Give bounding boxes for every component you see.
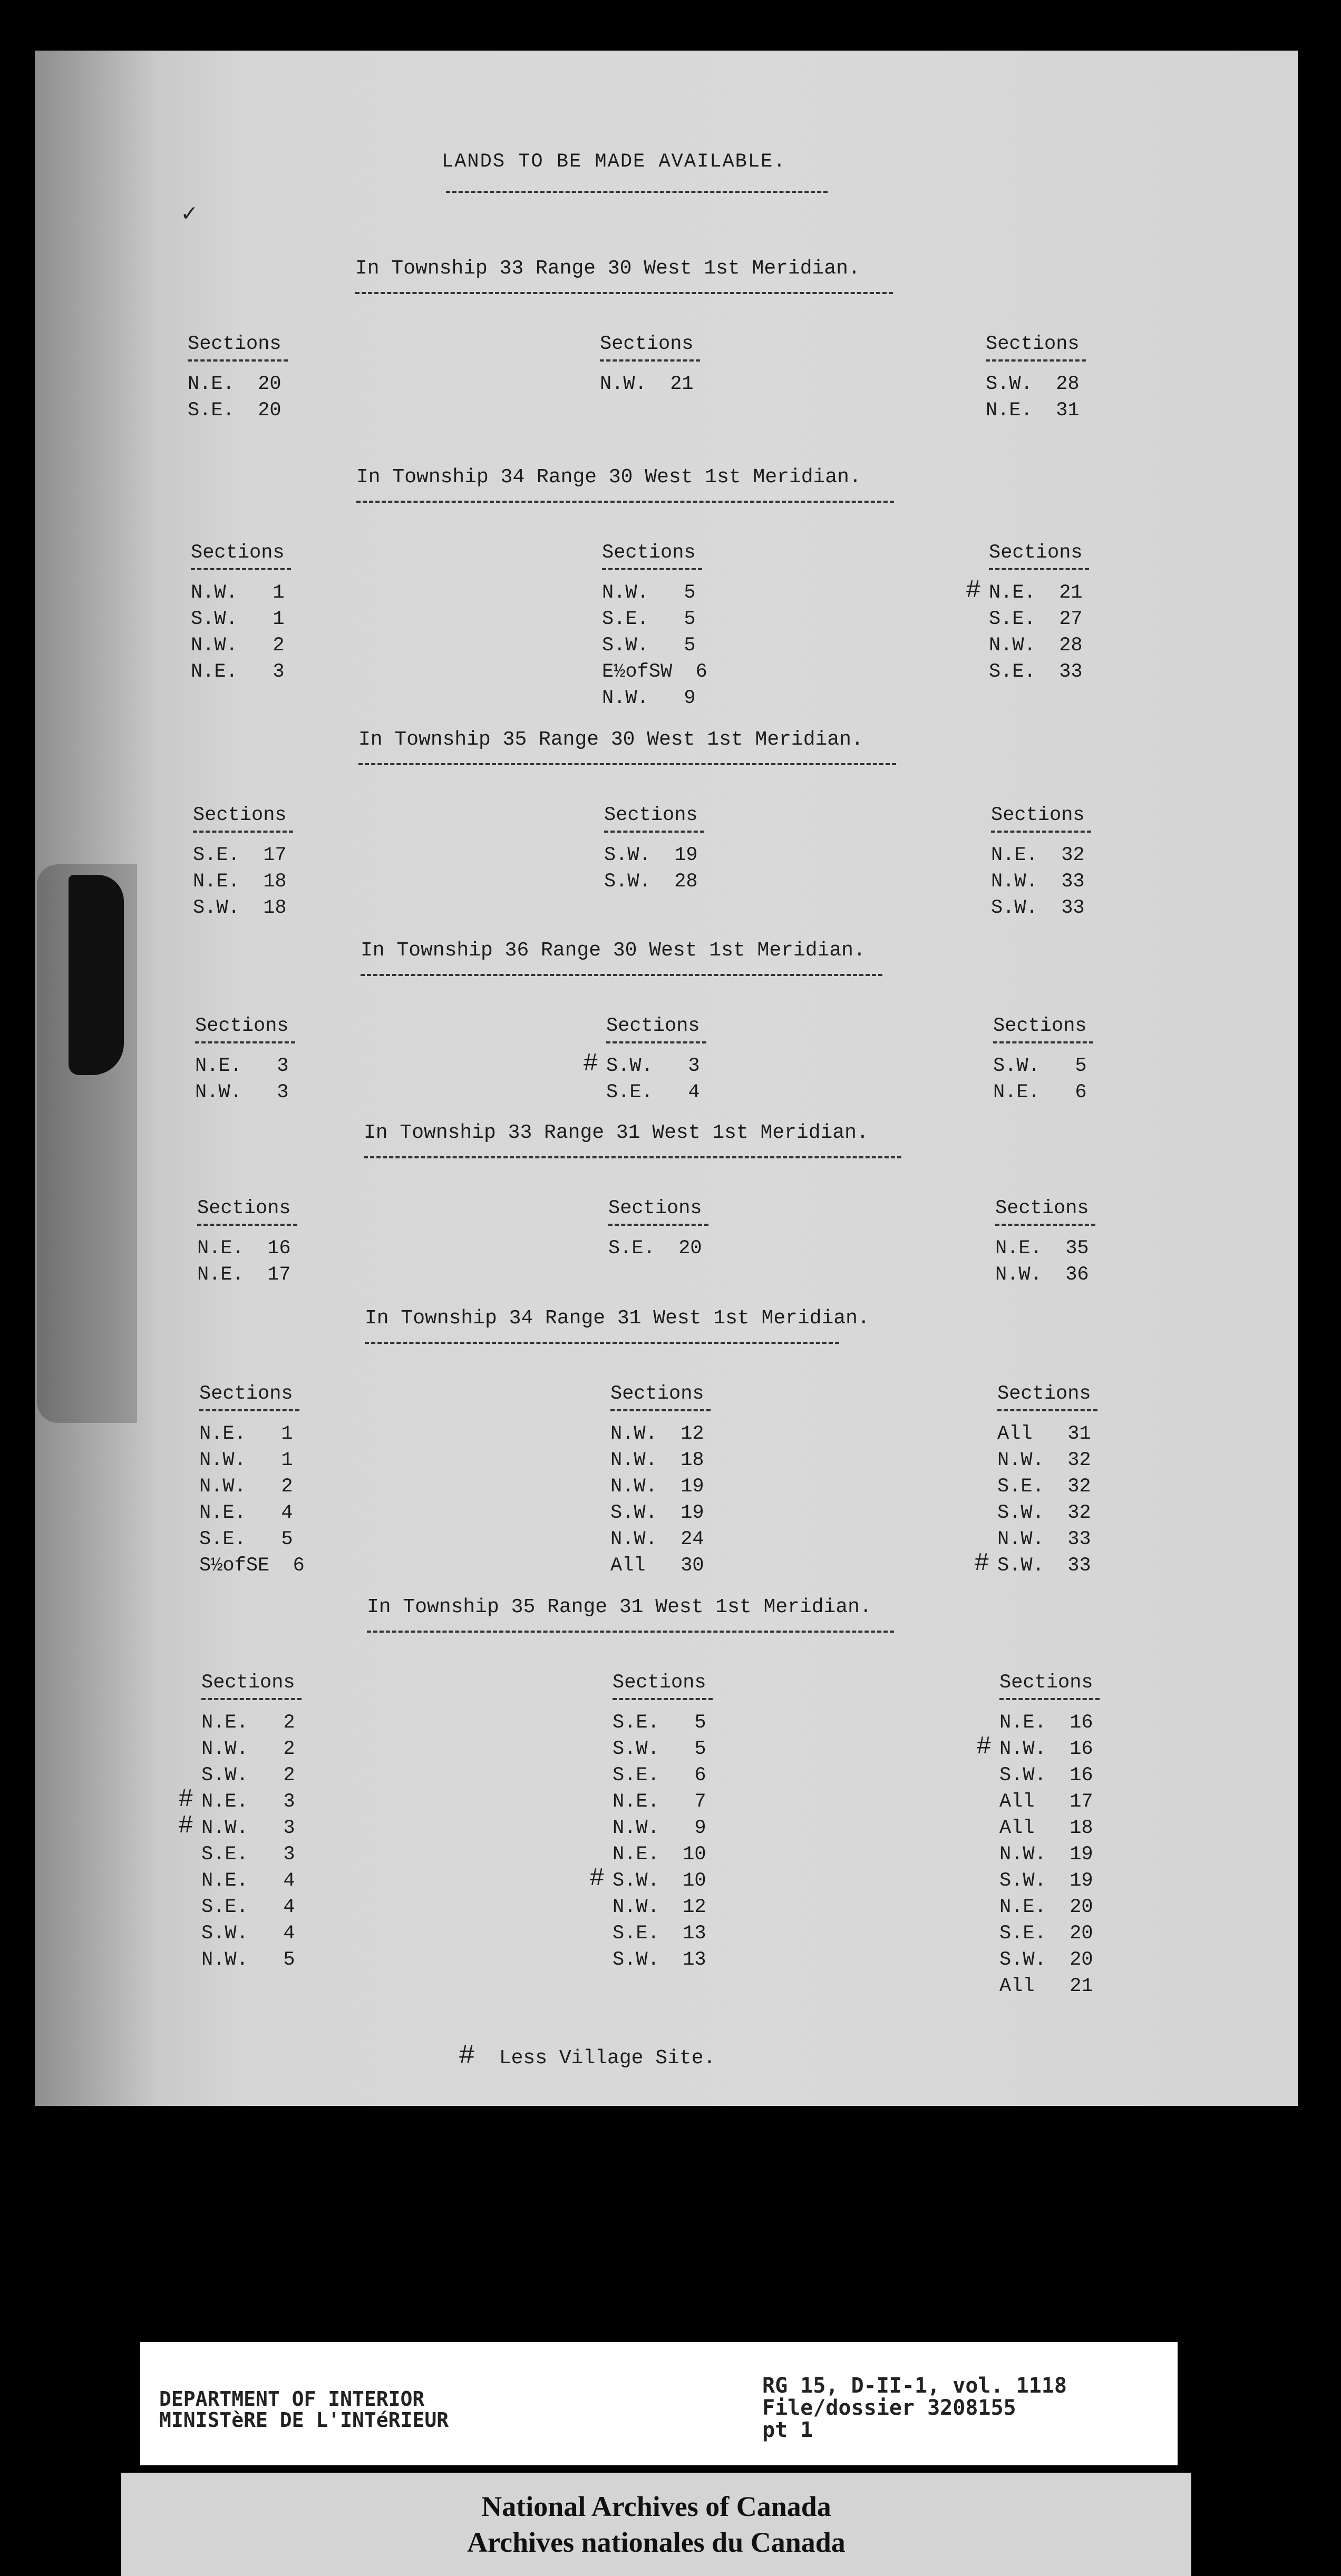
section-entry (999, 1868, 1200, 1894)
sections-header-underline (201, 1698, 302, 1700)
section-text: S.W. 19 (999, 1870, 1093, 1892)
sections-column (991, 802, 1191, 921)
section-entry (199, 1526, 400, 1553)
sections-column (966, 540, 1189, 685)
section-text: S.W. 19 (604, 844, 698, 866)
village-site-mark: # (974, 1549, 989, 1578)
section-text: N.W. 5 (602, 582, 696, 604)
sections-header: Sections (613, 1672, 706, 1694)
village-site-mark: # (976, 1733, 992, 1761)
section-text: N.E. 6 (993, 1081, 1087, 1104)
section-text: S½ofSE 6 (199, 1555, 305, 1577)
footnote (459, 2041, 715, 2072)
section-entry (602, 606, 802, 632)
section-text: N.W. 3 (195, 1081, 289, 1104)
section-text: N.E. 3 (191, 661, 285, 683)
section-text: S.W. 18 (193, 897, 287, 919)
section-entry (999, 1762, 1200, 1789)
sections-header-underline (999, 1698, 1100, 1700)
section-entry (201, 1947, 402, 1973)
archives-banner (121, 2473, 1191, 2576)
section-text: N.W. 2 (199, 1476, 293, 1498)
sections-column (191, 540, 391, 685)
section-text: S.W. 19 (610, 1502, 704, 1524)
sections-header: Sections (602, 542, 696, 564)
section-entry (178, 1785, 402, 1815)
sections-header-underline (600, 359, 700, 362)
sections-column (589, 1670, 813, 1973)
section-text: N.W. 28 (989, 635, 1083, 657)
section-text: S.E. 5 (602, 608, 696, 630)
section-text: N.W. 21 (600, 373, 694, 395)
torn-hole (69, 875, 124, 1075)
section-text: S.E. 6 (613, 1764, 706, 1787)
pencil-tick-mark: ✓ (182, 201, 197, 228)
section-text: N.W. 3 (201, 1817, 295, 1839)
sections-header-underline (188, 359, 288, 362)
section-text: N.E. 17 (197, 1264, 291, 1286)
section-entry (613, 1841, 813, 1868)
sections-header-underline (613, 1698, 713, 1700)
section-entry (993, 1079, 1193, 1106)
section-entry (997, 1421, 1198, 1447)
section-entry (602, 685, 802, 711)
sections-header-underline (199, 1409, 299, 1411)
section-text: N.E. 4 (199, 1502, 293, 1524)
section-entry (191, 632, 391, 659)
section-text: S.W. 33 (991, 897, 1085, 919)
township-heading: In Township 33 Range 30 West 1st Meridian. (355, 257, 860, 280)
section-text: S.W. 16 (999, 1764, 1093, 1787)
section-entry (193, 842, 393, 869)
section-entry (610, 1421, 811, 1447)
section-entry (201, 1868, 402, 1894)
section-entry (613, 1894, 813, 1920)
section-text: S.E. 32 (997, 1476, 1091, 1498)
sections-column (995, 1195, 1196, 1288)
section-entry (613, 1920, 813, 1947)
section-text: All 18 (999, 1817, 1093, 1839)
section-entry (999, 1947, 1200, 1973)
section-text: All 30 (610, 1555, 704, 1577)
section-entry (997, 1526, 1198, 1553)
archives-name-fr: Archives nationales du Canada (467, 2526, 846, 2558)
sections-column (583, 1013, 806, 1106)
sections-column (600, 331, 800, 397)
section-text: S.W. 13 (613, 1949, 706, 1971)
section-text: S.E. 5 (199, 1528, 293, 1550)
section-text: S.W. 28 (604, 871, 698, 893)
section-text: S.W. 33 (997, 1555, 1091, 1577)
sections-header: Sections (999, 1672, 1093, 1694)
sections-header: Sections (991, 804, 1085, 826)
section-text: N.W. 33 (997, 1528, 1091, 1550)
section-entry (966, 577, 1189, 606)
section-text: S.W. 20 (999, 1949, 1093, 1971)
section-entry (610, 1526, 811, 1553)
sections-header: Sections (600, 333, 694, 355)
sections-column (610, 1381, 811, 1579)
township-heading: In Township 34 Range 31 West 1st Meridian. (365, 1307, 870, 1330)
section-entry (193, 895, 393, 921)
section-text: S.E. 27 (989, 608, 1083, 630)
section-entry (199, 1474, 400, 1500)
section-entry (201, 1762, 402, 1789)
section-entry (201, 1736, 402, 1762)
village-site-mark: # (589, 1865, 605, 1893)
township-heading-underline (364, 1156, 901, 1158)
section-text: S.E. 20 (608, 1237, 702, 1260)
section-text: N.E. 18 (193, 871, 287, 893)
section-text: S.W. 2 (201, 1764, 295, 1787)
sections-column (188, 331, 388, 424)
section-entry (974, 1549, 1198, 1579)
sections-header-underline (191, 568, 291, 570)
section-text: S.W. 5 (602, 635, 696, 657)
sections-header: Sections (997, 1383, 1091, 1405)
section-text: N.E. 16 (999, 1712, 1093, 1734)
section-entry (610, 1500, 811, 1526)
sections-column (993, 1013, 1193, 1106)
sections-column (602, 540, 802, 711)
archive-reference-label (140, 2342, 1178, 2465)
record-group: RG 15, D-II-1, vol. 1118 (762, 2374, 1067, 2398)
sections-header-underline (197, 1224, 297, 1226)
section-entry (997, 1500, 1198, 1526)
section-text: S.E. 4 (201, 1896, 295, 1918)
section-entry (600, 371, 800, 397)
section-text: N.E. 10 (613, 1843, 706, 1866)
section-entry (613, 1815, 813, 1841)
section-entry (976, 1733, 1200, 1762)
section-entry (197, 1262, 397, 1288)
section-entry (989, 606, 1189, 632)
section-entry (201, 1894, 402, 1920)
section-text: N.E. 20 (188, 373, 281, 395)
department-name (159, 2388, 449, 2431)
section-entry (991, 869, 1191, 895)
sections-header: Sections (195, 1015, 289, 1037)
sections-header: Sections (993, 1015, 1087, 1037)
sections-header-underline (195, 1041, 295, 1043)
section-text: N.W. 2 (201, 1738, 295, 1760)
sections-header-underline (193, 831, 293, 833)
section-text: N.W. 9 (613, 1817, 706, 1839)
sections-column (976, 1670, 1200, 1999)
section-text: S.E. 33 (989, 661, 1083, 683)
sections-header: Sections (989, 542, 1083, 564)
section-text: N.W. 32 (997, 1449, 1091, 1471)
section-text: S.E. 13 (613, 1923, 706, 1945)
section-entry (199, 1421, 400, 1447)
section-entry (188, 371, 388, 397)
section-text: S.W. 10 (613, 1870, 706, 1892)
section-entry (583, 1050, 806, 1079)
footnote-mark: # (459, 2041, 475, 2072)
section-entry (602, 659, 802, 685)
section-text: N.W. 24 (610, 1528, 704, 1550)
section-entry (995, 1235, 1196, 1262)
township-heading: In Township 33 Range 31 West 1st Meridian. (364, 1121, 869, 1144)
section-entry (613, 1789, 813, 1815)
sections-column (604, 802, 804, 895)
section-text: N.E. 3 (195, 1055, 289, 1077)
sections-header-underline (608, 1224, 708, 1226)
township-heading-underline (365, 1342, 839, 1344)
section-entry (999, 1973, 1200, 1999)
section-text: N.W. 2 (191, 635, 285, 657)
sections-header-underline (991, 831, 1091, 833)
township-heading: In Township 35 Range 31 West 1st Meridian. (367, 1596, 872, 1618)
section-text: All 31 (997, 1423, 1091, 1445)
section-entry (997, 1447, 1198, 1474)
township-heading: In Township 35 Range 30 West 1st Meridian. (358, 728, 863, 751)
section-entry (989, 659, 1189, 685)
section-entry (997, 1474, 1198, 1500)
sections-header: Sections (995, 1197, 1089, 1219)
township-heading-underline (367, 1631, 894, 1633)
township-heading-underline (355, 292, 893, 294)
sections-column (608, 1195, 809, 1262)
section-text: S.W. 5 (993, 1055, 1087, 1077)
sections-header: Sections (199, 1383, 293, 1405)
section-entry (986, 371, 1186, 397)
section-text: S.E. 4 (606, 1081, 700, 1104)
section-text: S.E. 5 (613, 1712, 706, 1734)
section-entry (999, 1920, 1200, 1947)
footnote-text: Less Village Site. (499, 2047, 716, 2070)
section-text: N.W. 16 (999, 1738, 1093, 1760)
section-text: N.E. 35 (995, 1237, 1089, 1260)
sections-header: Sections (604, 804, 698, 826)
section-entry (999, 1841, 1200, 1868)
sections-column (195, 1013, 395, 1106)
file-reference (762, 2375, 1067, 2441)
sections-header: Sections (188, 333, 281, 355)
sections-header: Sections (608, 1197, 702, 1219)
village-site-mark: # (178, 1785, 193, 1814)
sections-header-underline (997, 1409, 1097, 1411)
section-text: N.E. 21 (989, 582, 1083, 604)
township-heading: In Township 34 Range 30 West 1st Meridian. (356, 466, 861, 489)
section-entry (195, 1079, 395, 1106)
section-text: All 21 (999, 1975, 1093, 1997)
section-entry (995, 1262, 1196, 1288)
section-text: N.W. 9 (602, 687, 696, 709)
section-text: N.W. 19 (999, 1843, 1093, 1866)
section-entry (613, 1762, 813, 1789)
section-text: N.W. 1 (191, 582, 285, 604)
section-text: N.E. 16 (197, 1237, 291, 1260)
section-entry (191, 606, 391, 632)
section-text: S.E. 20 (188, 399, 281, 422)
section-text: N.W. 18 (610, 1449, 704, 1471)
section-entry (195, 1053, 395, 1079)
section-text: N.W. 12 (613, 1896, 706, 1918)
section-entry (993, 1053, 1193, 1079)
section-text: S.E. 3 (201, 1843, 295, 1866)
section-text: S.E. 20 (999, 1923, 1093, 1945)
section-text: S.W. 28 (986, 373, 1080, 395)
section-entry (188, 397, 388, 424)
department-en: DEPARTMENT OF INTERIOR (159, 2387, 425, 2411)
page-title: LANDS TO BE MADE AVAILABLE. (442, 151, 786, 173)
sections-header: Sections (610, 1383, 704, 1405)
section-text: S.W. 5 (613, 1738, 706, 1760)
section-entry (613, 1736, 813, 1762)
sections-header-underline (989, 568, 1089, 570)
section-text: N.E. 4 (201, 1870, 295, 1892)
sections-column (974, 1381, 1198, 1579)
sections-header-underline (602, 568, 702, 570)
sections-column (178, 1670, 402, 1973)
section-entry (991, 842, 1191, 869)
part-number: pt 1 (762, 2418, 813, 2442)
section-entry (199, 1447, 400, 1474)
section-entry (991, 895, 1191, 921)
section-entry (608, 1235, 809, 1262)
sections-header-underline (995, 1224, 1095, 1226)
sections-header: Sections (606, 1015, 700, 1037)
section-entry (999, 1894, 1200, 1920)
department-fr: MINISTèRE DE L'INTéRIEUR (159, 2408, 449, 2432)
sections-header-underline (993, 1041, 1093, 1043)
sections-header-underline (986, 359, 1086, 362)
section-entry (610, 1553, 811, 1579)
township-heading-underline (358, 763, 896, 765)
section-entry (610, 1474, 811, 1500)
section-entry (197, 1235, 397, 1262)
section-entry (999, 1815, 1200, 1841)
title-underline (446, 191, 828, 193)
section-entry (589, 1865, 813, 1894)
section-entry (602, 632, 802, 659)
section-text: N.W. 19 (610, 1476, 704, 1498)
section-text: S.W. 32 (997, 1502, 1091, 1524)
section-text: N.E. 7 (613, 1791, 706, 1813)
township-heading-underline (356, 501, 894, 503)
sections-header-underline (610, 1409, 711, 1411)
section-entry (193, 869, 393, 895)
section-text: N.W. 5 (201, 1949, 295, 1971)
section-text: N.E. 2 (201, 1712, 295, 1734)
section-entry (191, 659, 391, 685)
section-text: S.W. 3 (606, 1055, 700, 1077)
sections-column (193, 802, 393, 921)
sections-header: Sections (201, 1672, 295, 1694)
section-entry (199, 1553, 400, 1579)
archives-name-en: National Archives of Canada (481, 2491, 831, 2522)
section-text: N.W. 1 (199, 1449, 293, 1471)
section-text: N.W. 12 (610, 1423, 704, 1445)
township-heading: In Township 36 Range 30 West 1st Meridian. (361, 939, 866, 962)
section-entry (610, 1447, 811, 1474)
sections-column (986, 331, 1186, 424)
sections-header: Sections (197, 1197, 291, 1219)
section-text: N.W. 33 (991, 871, 1085, 893)
section-entry (606, 1079, 806, 1106)
sections-header-underline (604, 831, 704, 833)
section-text: S.E. 17 (193, 844, 287, 866)
section-text: N.E. 1 (199, 1423, 293, 1445)
section-text: S.W. 4 (201, 1923, 295, 1945)
section-text: N.E. 20 (999, 1896, 1093, 1918)
section-entry (191, 580, 391, 606)
section-entry (999, 1789, 1200, 1815)
section-text: N.E. 32 (991, 844, 1085, 866)
section-entry (613, 1947, 813, 1973)
section-entry (199, 1500, 400, 1526)
section-text: N.E. 31 (986, 399, 1080, 422)
section-entry (201, 1920, 402, 1947)
section-entry (604, 869, 804, 895)
section-entry (999, 1710, 1200, 1736)
section-text: N.E. 3 (201, 1791, 295, 1813)
section-entry (989, 632, 1189, 659)
section-entry (178, 1812, 402, 1841)
sections-column (197, 1195, 397, 1288)
sections-header: Sections (193, 804, 287, 826)
village-site-mark: # (178, 1812, 193, 1840)
section-text: All 17 (999, 1791, 1093, 1813)
sections-header: Sections (986, 333, 1080, 355)
section-entry (986, 397, 1186, 424)
section-text: S.W. 1 (191, 608, 285, 630)
section-text: E½ofSW 6 (602, 661, 707, 683)
section-entry (201, 1710, 402, 1736)
section-entry (602, 580, 802, 606)
section-text: N.W. 36 (995, 1264, 1089, 1286)
village-site-mark: # (583, 1050, 598, 1078)
sections-header-underline (606, 1041, 706, 1043)
township-heading-underline (361, 974, 882, 976)
sections-column (199, 1381, 400, 1579)
section-entry (201, 1841, 402, 1868)
file-number: File/dossier 3208155 (762, 2396, 1016, 2420)
section-entry (604, 842, 804, 869)
village-site-mark: # (966, 577, 981, 605)
sections-header: Sections (191, 542, 285, 564)
section-entry (613, 1710, 813, 1736)
